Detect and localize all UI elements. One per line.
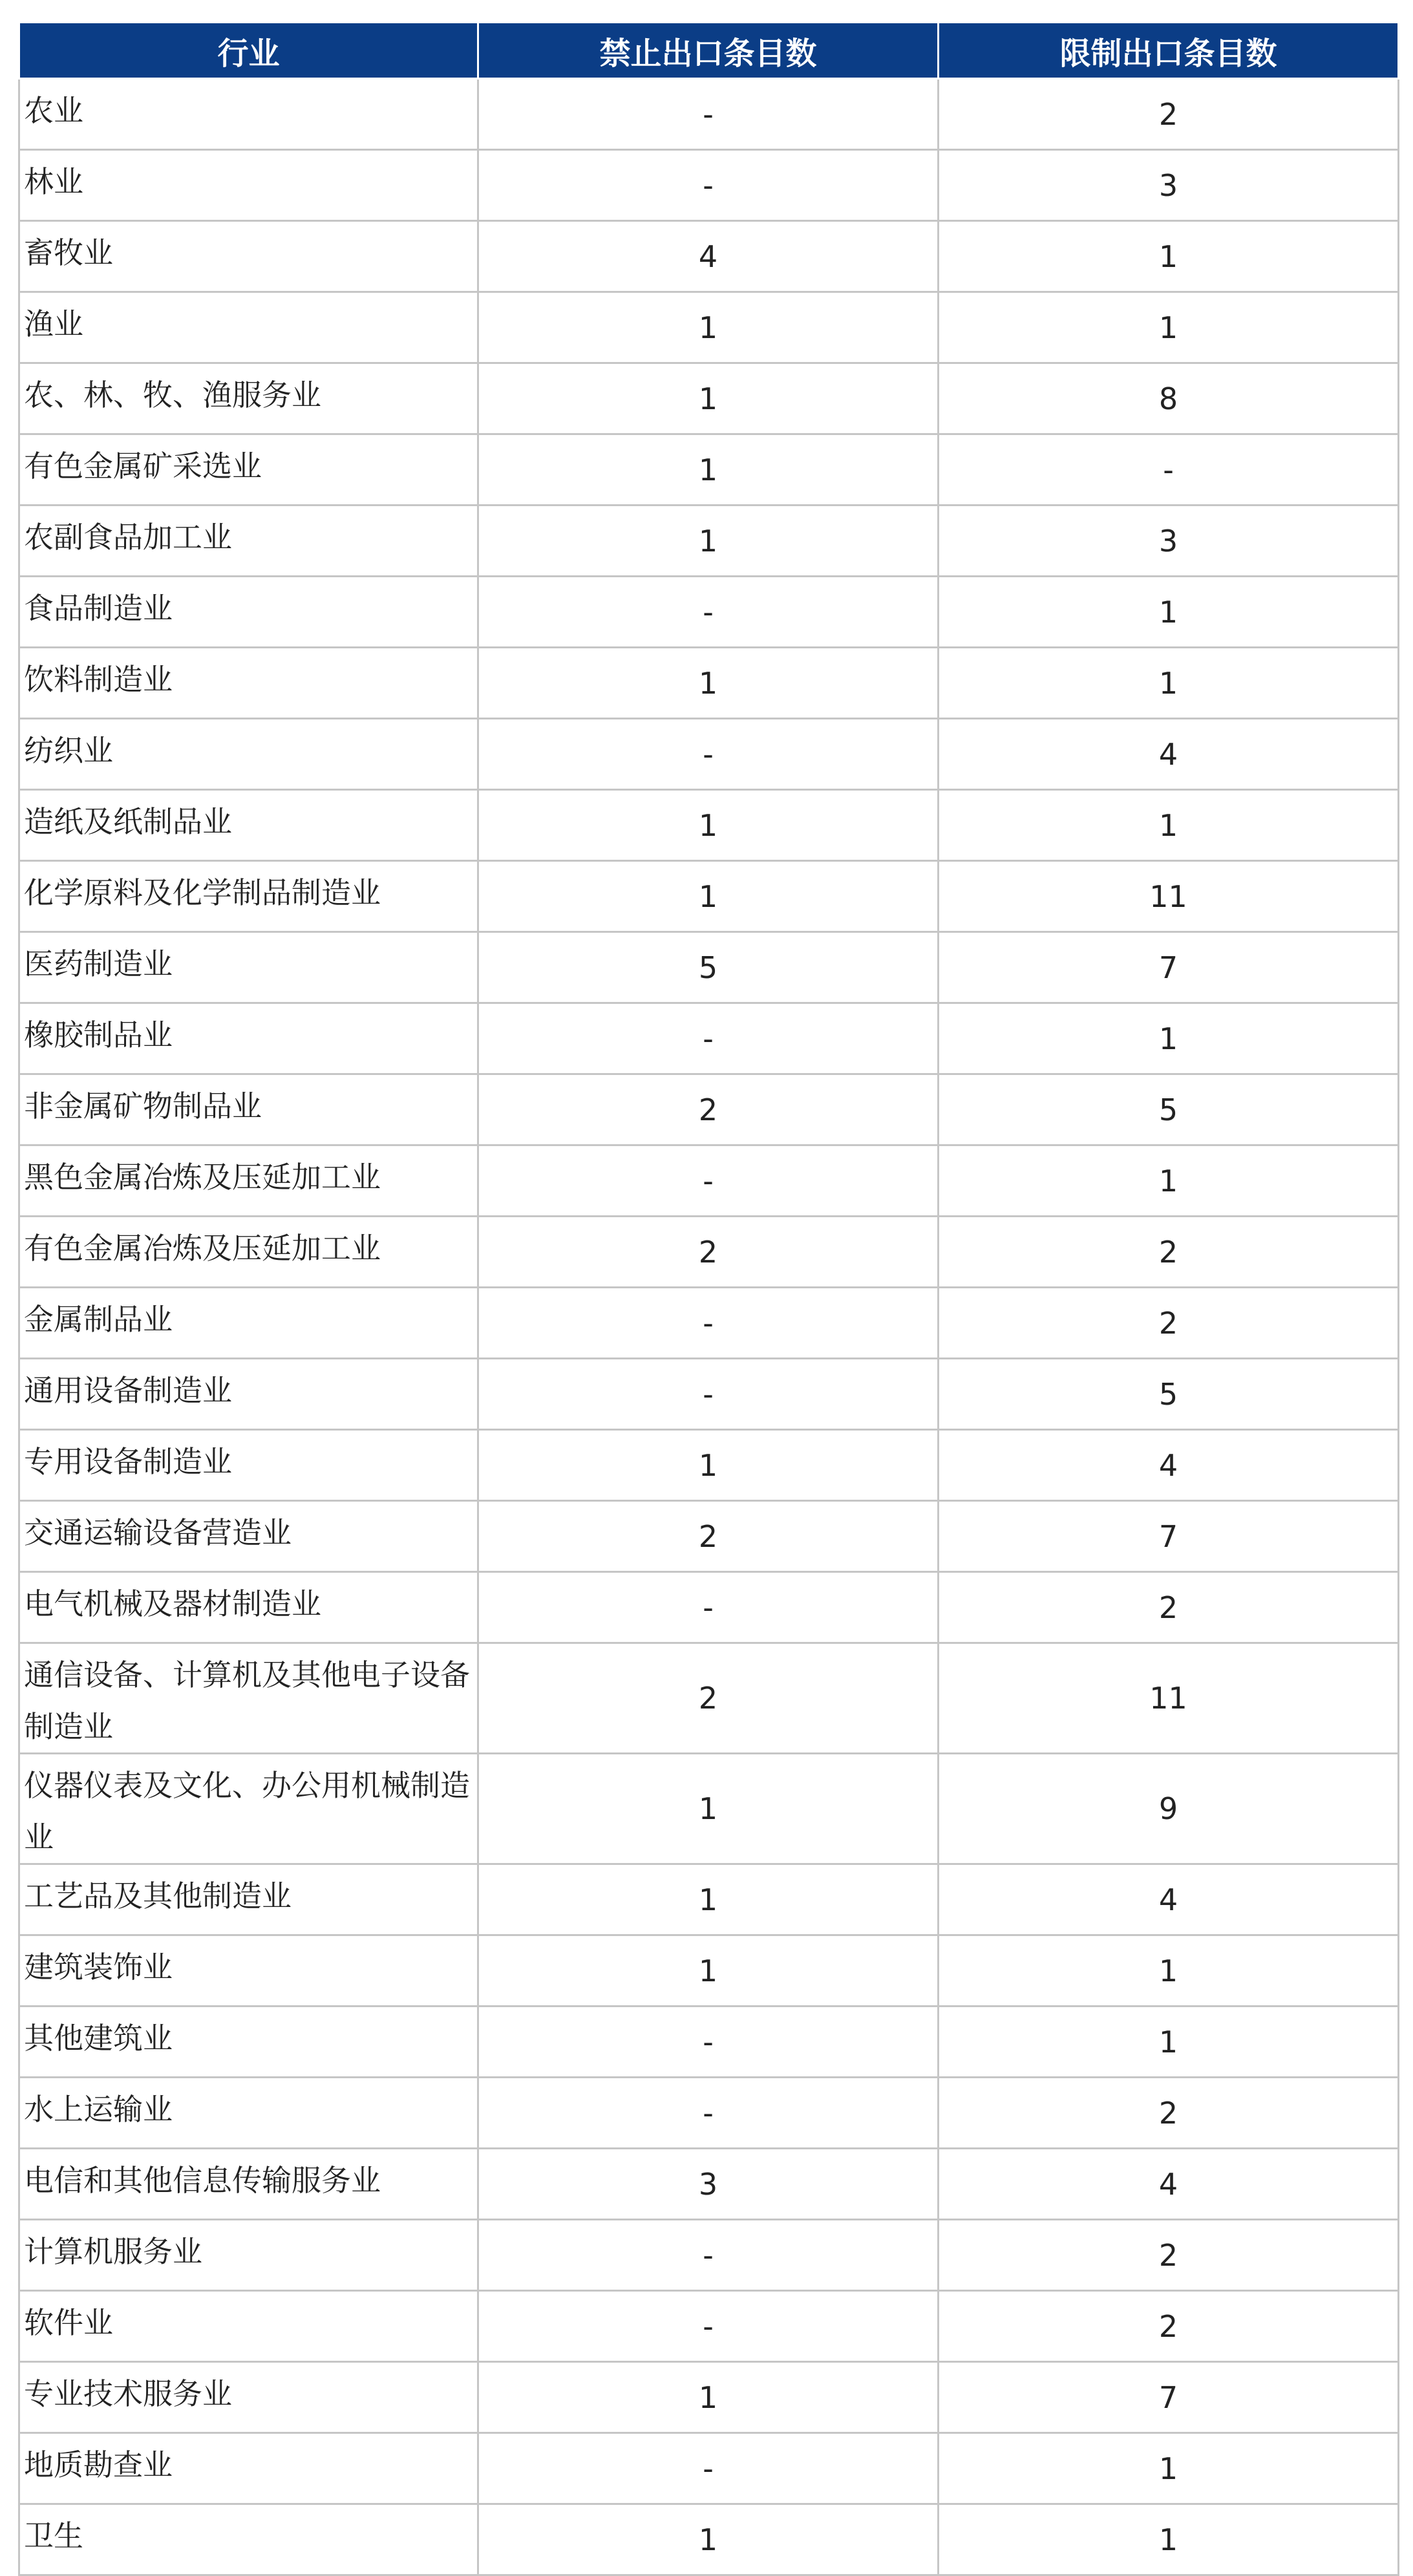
industry-cell: 非金属矿物制品业 (19, 1074, 478, 1145)
prohibited-count-cell: 3 (478, 2149, 939, 2220)
industry-cell: 专业技术服务业 (19, 2362, 478, 2433)
table-row (19, 434, 1399, 506)
restricted-count-cell: 1 (939, 790, 1399, 861)
table-row (19, 506, 1399, 577)
prohibited-count-cell: 1 (478, 1864, 939, 1935)
prohibited-count-cell: 4 (478, 221, 939, 292)
prohibited-count-cell: 1 (478, 1754, 939, 1864)
table-row (19, 2433, 1399, 2504)
industry-cell: 电气机械及器材制造业 (19, 1572, 478, 1643)
industry-cell: 纺织业 (19, 719, 478, 790)
industry-cell: 仪器仪表及文化、办公用机械制造业 (19, 1754, 478, 1864)
restricted-count-cell: 1 (939, 2433, 1399, 2504)
table-row (19, 577, 1399, 648)
industry-cell: 计算机服务业 (19, 2220, 478, 2291)
restricted-count-cell: 9 (939, 1754, 1399, 1864)
table-row (19, 221, 1399, 292)
table-row (19, 363, 1399, 434)
table-row (19, 719, 1399, 790)
industry-cell: 软件业 (19, 2291, 478, 2362)
restricted-count-cell: 1 (939, 292, 1399, 363)
prohibited-count-cell: - (478, 2220, 939, 2291)
prohibited-count-cell: 1 (478, 790, 939, 861)
prohibited-count-cell: 1 (478, 1430, 939, 1501)
prohibited-count-cell: - (478, 2291, 939, 2362)
industry-cell: 建筑装饰业 (19, 1935, 478, 2007)
table-row (19, 2504, 1399, 2575)
restricted-count-cell: 1 (939, 1145, 1399, 1217)
restricted-count-cell: 8 (939, 363, 1399, 434)
restricted-count-cell: 11 (939, 861, 1399, 932)
restricted-count-cell: 2 (939, 1217, 1399, 1288)
restricted-count-cell: 3 (939, 150, 1399, 221)
industry-cell: 其他建筑业 (19, 2007, 478, 2078)
restricted-count-cell: 2 (939, 2291, 1399, 2362)
export-catalog-table-container (18, 21, 1397, 2576)
restricted-count-cell: 4 (939, 2149, 1399, 2220)
restricted-count-cell: 11 (939, 1643, 1399, 1754)
industry-cell: 卫生 (19, 2504, 478, 2575)
prohibited-count-cell: 2 (478, 1074, 939, 1145)
industry-cell: 有色金属矿采选业 (19, 434, 478, 506)
restricted-count-cell: 2 (939, 1288, 1399, 1359)
restricted-count-cell: 1 (939, 2007, 1399, 2078)
industry-cell: 医药制造业 (19, 932, 478, 1003)
table-row (19, 1754, 1399, 1864)
industry-cell: 造纸及纸制品业 (19, 790, 478, 861)
table-row (19, 1572, 1399, 1643)
table-row (19, 2291, 1399, 2362)
industry-cell: 食品制造业 (19, 577, 478, 648)
industry-cell: 通信设备、计算机及其他电子设备制造业 (19, 1643, 478, 1754)
table-row (19, 1643, 1399, 1754)
table-row (19, 1003, 1399, 1074)
table-header (19, 23, 1399, 79)
industry-cell: 畜牧业 (19, 221, 478, 292)
industry-cell: 饮料制造业 (19, 648, 478, 719)
restricted-count-cell: 1 (939, 577, 1399, 648)
industry-cell: 电信和其他信息传输服务业 (19, 2149, 478, 2220)
table-row (19, 861, 1399, 932)
industry-cell: 林业 (19, 150, 478, 221)
prohibited-count-cell: - (478, 2078, 939, 2149)
header-industry: 行业 (19, 23, 478, 79)
prohibited-count-cell: 1 (478, 648, 939, 719)
restricted-count-cell: 2 (939, 2078, 1399, 2149)
prohibited-count-cell: 1 (478, 292, 939, 363)
prohibited-count-cell: - (478, 1572, 939, 1643)
restricted-count-cell: 1 (939, 648, 1399, 719)
industry-cell: 农业 (19, 79, 478, 150)
prohibited-count-cell: - (478, 2007, 939, 2078)
industry-cell: 地质勘查业 (19, 2433, 478, 2504)
export-catalog-table (18, 21, 1399, 2576)
restricted-count-cell: 7 (939, 2362, 1399, 2433)
prohibited-count-cell: - (478, 1003, 939, 1074)
industry-cell: 专用设备制造业 (19, 1430, 478, 1501)
table-row (19, 1935, 1399, 2007)
restricted-count-cell: 4 (939, 1430, 1399, 1501)
table-row (19, 1074, 1399, 1145)
prohibited-count-cell: 1 (478, 2504, 939, 2575)
header-restricted-count: 限制出口条目数 (939, 23, 1399, 79)
header-row (19, 23, 1399, 79)
industry-cell: 金属制品业 (19, 1288, 478, 1359)
table-row (19, 1864, 1399, 1935)
prohibited-count-cell: 2 (478, 1643, 939, 1754)
industry-cell: 有色金属冶炼及压延加工业 (19, 1217, 478, 1288)
prohibited-count-cell: - (478, 1359, 939, 1430)
table-row (19, 79, 1399, 150)
prohibited-count-cell: 1 (478, 506, 939, 577)
table-row (19, 790, 1399, 861)
table-row (19, 2362, 1399, 2433)
prohibited-count-cell: - (478, 2433, 939, 2504)
prohibited-count-cell: - (478, 719, 939, 790)
prohibited-count-cell: 1 (478, 434, 939, 506)
table-row (19, 2149, 1399, 2220)
restricted-count-cell: - (939, 434, 1399, 506)
table-row (19, 1430, 1399, 1501)
industry-cell: 农副食品加工业 (19, 506, 478, 577)
restricted-count-cell: 7 (939, 932, 1399, 1003)
prohibited-count-cell: - (478, 577, 939, 648)
industry-cell: 渔业 (19, 292, 478, 363)
restricted-count-cell: 4 (939, 1864, 1399, 1935)
industry-cell: 交通运输设备营造业 (19, 1501, 478, 1572)
restricted-count-cell: 5 (939, 1074, 1399, 1145)
restricted-count-cell: 1 (939, 221, 1399, 292)
table-row (19, 150, 1399, 221)
table-row (19, 1288, 1399, 1359)
prohibited-count-cell: 2 (478, 1217, 939, 1288)
prohibited-count-cell: - (478, 150, 939, 221)
prohibited-count-cell: 1 (478, 2362, 939, 2433)
table-row (19, 292, 1399, 363)
table-row (19, 1145, 1399, 1217)
table-row (19, 1359, 1399, 1430)
prohibited-count-cell: 1 (478, 1935, 939, 2007)
industry-cell: 黑色金属冶炼及压延加工业 (19, 1145, 478, 1217)
restricted-count-cell: 3 (939, 506, 1399, 577)
table-row (19, 2078, 1399, 2149)
table-row (19, 2007, 1399, 2078)
restricted-count-cell: 5 (939, 1359, 1399, 1430)
industry-cell: 农、林、牧、渔服务业 (19, 363, 478, 434)
table-row (19, 1501, 1399, 1572)
industry-cell: 通用设备制造业 (19, 1359, 478, 1430)
restricted-count-cell: 2 (939, 79, 1399, 150)
industry-cell: 工艺品及其他制造业 (19, 1864, 478, 1935)
restricted-count-cell: 1 (939, 2504, 1399, 2575)
restricted-count-cell: 7 (939, 1501, 1399, 1572)
header-prohibited-count: 禁止出口条目数 (478, 23, 939, 79)
restricted-count-cell: 2 (939, 2220, 1399, 2291)
restricted-count-cell: 1 (939, 1003, 1399, 1074)
industry-cell: 化学原料及化学制品制造业 (19, 861, 478, 932)
industry-cell: 橡胶制品业 (19, 1003, 478, 1074)
prohibited-count-cell: 5 (478, 932, 939, 1003)
restricted-count-cell: 4 (939, 719, 1399, 790)
prohibited-count-cell: 1 (478, 861, 939, 932)
table-body (19, 79, 1399, 2575)
restricted-count-cell: 2 (939, 1572, 1399, 1643)
restricted-count-cell: 1 (939, 1935, 1399, 2007)
prohibited-count-cell: - (478, 79, 939, 150)
prohibited-count-cell: 1 (478, 363, 939, 434)
table-row (19, 2220, 1399, 2291)
table-row (19, 1217, 1399, 1288)
prohibited-count-cell: - (478, 1145, 939, 1217)
prohibited-count-cell: 2 (478, 1501, 939, 1572)
table-row (19, 648, 1399, 719)
table-row (19, 932, 1399, 1003)
industry-cell: 水上运输业 (19, 2078, 478, 2149)
prohibited-count-cell: - (478, 1288, 939, 1359)
